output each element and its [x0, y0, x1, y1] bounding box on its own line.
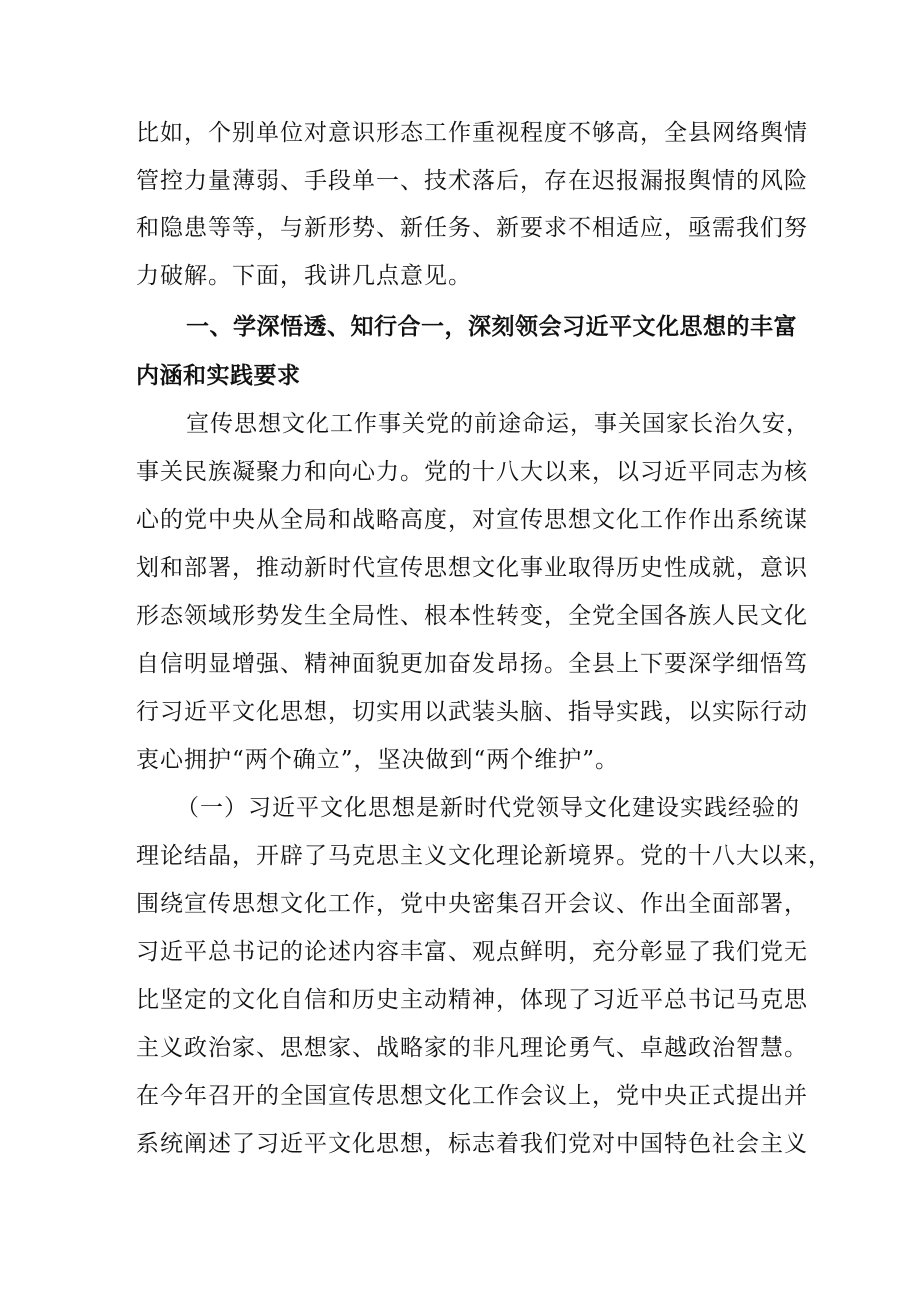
paragraph-line: 理论结晶，开辟了马克思主义文化理论新境界。党的十八大以来，: [136, 843, 832, 869]
paragraph-line: 自信明显增强、精神面貌更加奋发昂扬。全县上下要深学细悟笃: [136, 651, 808, 677]
paragraph-line: 比如，个别单位对意识形态工作重视程度不够高，全县网络舆情: [136, 120, 808, 146]
paragraph-line: 划和部署，推动新时代宣传思想文化事业取得历史性成就，意识: [136, 555, 808, 581]
section-heading: 内涵和实践要求: [136, 363, 301, 389]
paragraph-line: 比坚定的文化自信和历史主动精神，体现了习近平总书记马克思: [136, 987, 808, 1013]
paragraph-line: 衷心拥护“两个确立”，坚决做到“两个维护”。: [136, 747, 620, 773]
paragraph-line: 事关民族凝聚力和向心力。党的十八大以来，以习近平同志为核: [136, 459, 808, 485]
paragraph-line: 管控力量薄弱、手段单一、技术落后，存在迟报漏报舆情的风险: [136, 168, 808, 194]
paragraph-line: 宣传思想文化工作事关党的前途命运，事关国家长治久安，: [186, 411, 810, 437]
paragraph-line: 和隐患等等，与新形势、新任务、新要求不相适应，亟需我们努: [136, 215, 808, 241]
paragraph-line: 行习近平文化思想，切实用以武装头脑、指导实践，以实际行动: [136, 699, 808, 725]
paragraph-line: 围绕宣传思想文化工作，党中央密集召开会议、作出全面部署，: [136, 891, 808, 917]
paragraph-line: 习近平总书记的论述内容丰富、观点鲜明，充分彰显了我们党无: [136, 939, 808, 965]
paragraph-line: 心的党中央从全局和战略高度，对宣传思想文化工作作出系统谋: [136, 507, 808, 533]
paragraph-line: （一）习近平文化思想是新时代党领导文化建设实践经验的: [176, 795, 800, 821]
paragraph-line: 系统阐述了习近平文化思想，标志着我们党对中国特色社会主义: [136, 1131, 808, 1157]
paragraph-line: 在今年召开的全国宣传思想文化工作会议上，党中央正式提出并: [136, 1083, 808, 1109]
section-heading: 一、学深悟透、知行合一，深刻领会习近平文化思想的丰富: [186, 314, 797, 340]
paragraph-line: 力破解。下面，我讲几点意见。: [136, 263, 472, 289]
paragraph-line: 形态领域形势发生全局性、根本性转变，全党全国各族人民文化: [136, 603, 808, 629]
paragraph-line: 主义政治家、思想家、战略家的非凡理论勇气、卓越政治智慧。: [136, 1035, 808, 1061]
